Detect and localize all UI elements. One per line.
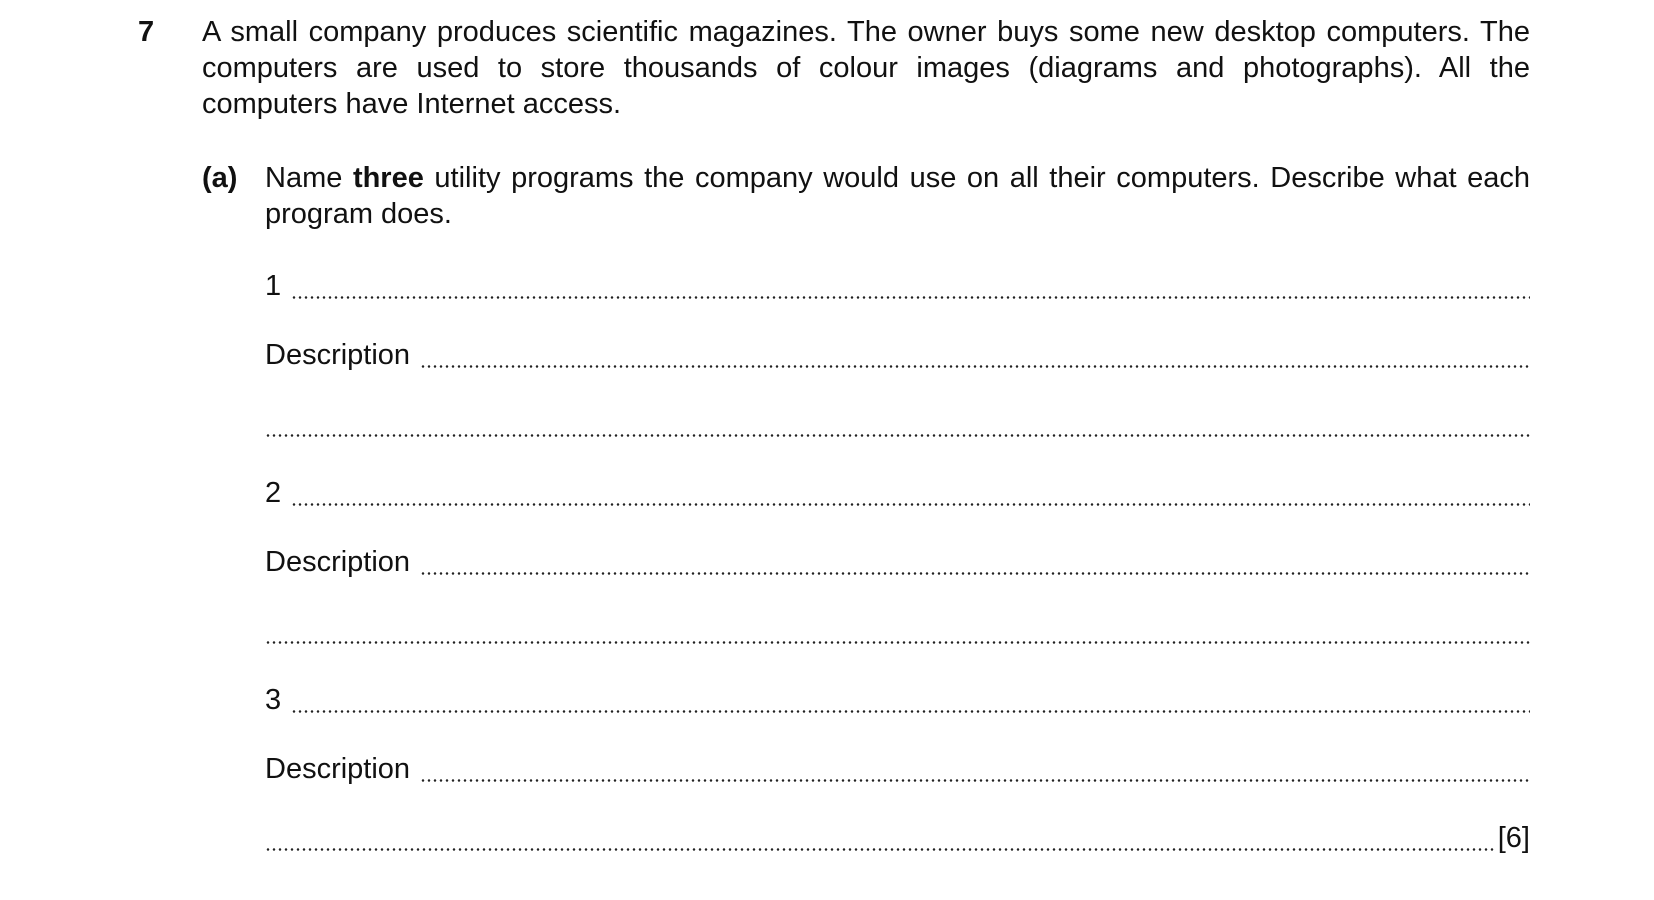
question-number: 7 (138, 16, 155, 48)
question-stem: A small company produces scientific magazines. The owner buys some new desktop computers. The computers are used to store thousands of colour images (diagrams and photographs). All the computers have Internet access. (202, 16, 1530, 120)
answer-line-2-description[interactable] (265, 544, 1530, 580)
answer-line-label: 2 (265, 477, 282, 509)
answer-line-2-continuation[interactable] (265, 613, 1530, 649)
answer-line-1-continuation[interactable] (265, 406, 1530, 442)
marks-total: [6] (1497, 822, 1530, 854)
dotted-line (420, 751, 1530, 787)
dotted-line (265, 820, 1496, 856)
answer-line-label: Description (265, 339, 411, 371)
answer-line-label: 3 (265, 684, 282, 716)
dotted-line (291, 682, 1530, 718)
part-a-emphasis: three (352, 162, 424, 194)
part-a-text-after: utility programs the company would use on all their computers. Describe what each program does. (265, 162, 1530, 230)
answer-line-2-name[interactable] (265, 475, 1530, 511)
dotted-line (420, 544, 1530, 580)
part-a-text-before: Name (265, 162, 353, 194)
dotted-line (420, 337, 1530, 373)
answer-line-label: Description (265, 546, 411, 578)
dotted-line (265, 613, 1530, 649)
answer-line-3-continuation[interactable] (265, 820, 1530, 856)
answer-line-1-name[interactable] (265, 268, 1530, 304)
answer-line-label: Description (265, 753, 411, 785)
part-a-instruction (265, 160, 1530, 232)
dotted-line (265, 406, 1530, 442)
dotted-line (291, 268, 1530, 304)
answer-line-3-name[interactable] (265, 682, 1530, 718)
part-a-label: (a) (202, 162, 238, 194)
answer-line-label: 1 (265, 270, 282, 302)
answer-line-1-description[interactable] (265, 337, 1530, 373)
answer-line-3-description[interactable] (265, 751, 1530, 787)
dotted-line (291, 475, 1530, 511)
